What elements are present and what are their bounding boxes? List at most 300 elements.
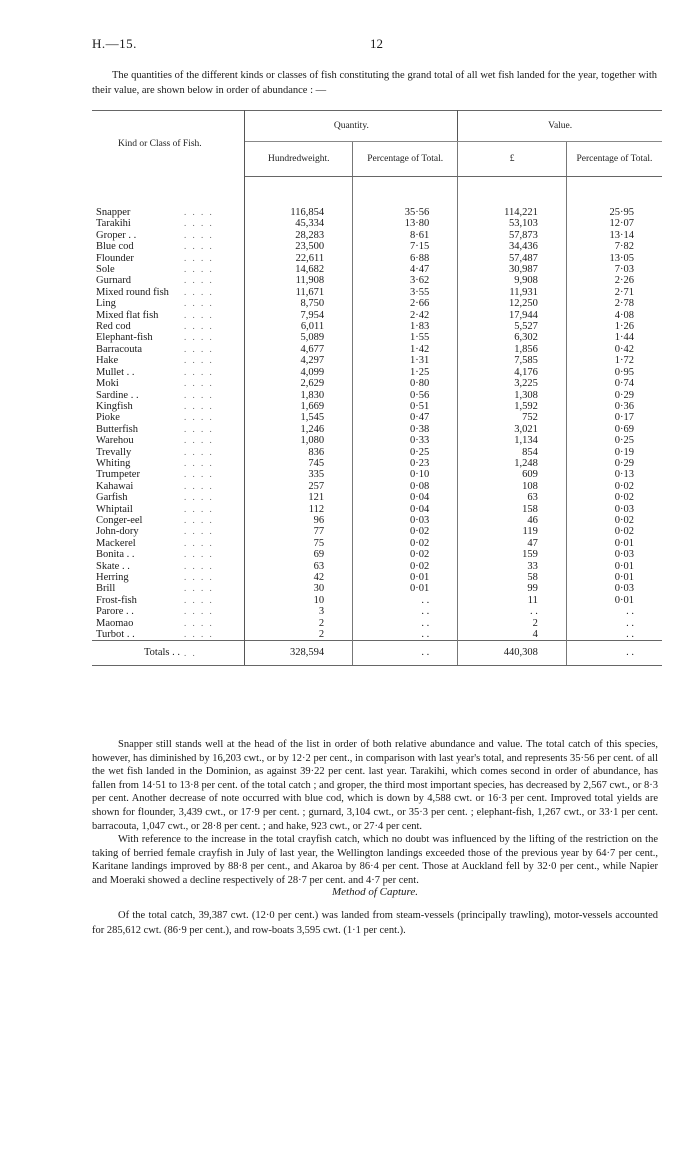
col-quantity-percentage-header: Percentage of Total.	[353, 142, 458, 177]
fish-name: Butterfish	[96, 423, 138, 435]
table-row	[92, 583, 662, 594]
hundredweight-cell: 116,854	[245, 177, 353, 219]
value-percentage-cell: 0·01	[614, 560, 634, 572]
table-row	[92, 275, 662, 286]
leader-dots: . . . .	[184, 412, 214, 423]
value-percentage-cell: 1·72	[614, 355, 634, 367]
quantity-percentage-cell: 0·02	[353, 538, 458, 549]
quantity-percentage-cell: 6·88	[353, 253, 458, 264]
value-percentage-cell: 2·78	[614, 298, 634, 310]
table-row	[92, 481, 662, 492]
fish-name: Pioke	[96, 412, 120, 424]
table-row	[92, 492, 662, 503]
fish-name: Bonita . .	[96, 549, 135, 561]
fish-name: Trumpeter	[96, 469, 140, 481]
value-percentage-cell: 0·01	[614, 537, 634, 549]
hundredweight-cell: 6,011	[245, 321, 353, 332]
quantity-percentage-cell: 0·23	[353, 458, 458, 469]
value-cell: 9,908	[458, 275, 567, 286]
fish-name-cell	[92, 595, 245, 606]
value-cell: 1,308	[458, 390, 567, 401]
value-cell: 3,021	[458, 424, 567, 435]
fish-name-cell	[92, 287, 245, 298]
value-percentage-cell: 1·44	[614, 332, 634, 344]
table-row	[92, 401, 662, 412]
value-percentage-cell: . .	[626, 617, 634, 629]
value-percentage-cell: 7·03	[614, 264, 634, 276]
value-percentage-cell: 0·19	[614, 446, 634, 458]
fish-name-cell	[92, 275, 245, 286]
fish-name-cell	[92, 447, 245, 458]
leader-dots: . . . .	[184, 355, 214, 366]
table-row	[92, 458, 662, 469]
quantity-percentage-cell: 35·56	[353, 177, 458, 219]
hundredweight-cell: 11,908	[245, 275, 353, 286]
hundredweight-cell: 77	[245, 526, 353, 537]
table-row	[92, 538, 662, 549]
hundredweight-cell: 22,611	[245, 253, 353, 264]
leader-dots: . . . .	[184, 606, 214, 617]
table-row	[92, 218, 662, 229]
hundredweight-cell: 30	[245, 583, 353, 594]
value-cell: 3,225	[458, 378, 567, 389]
hundredweight-cell: 2,629	[245, 378, 353, 389]
value-cell: 12,250	[458, 298, 567, 309]
quantity-percentage-cell: 3·55	[353, 287, 458, 298]
quantity-percentage-cell: . .	[353, 606, 458, 617]
col-pounds-header: £	[458, 142, 567, 177]
table-row	[92, 367, 662, 378]
value-cell: 57,487	[458, 253, 567, 264]
fish-name: Brill	[96, 583, 116, 595]
fish-name-cell	[92, 458, 245, 469]
hundredweight-cell: 7,954	[245, 310, 353, 321]
leader-dots: . . . .	[184, 423, 214, 434]
hundredweight-cell: 257	[245, 481, 353, 492]
fish-name-cell	[92, 321, 245, 332]
fish-name-cell	[92, 424, 245, 435]
fish-name-cell	[92, 344, 245, 355]
quantity-percentage-cell: 13·80	[353, 218, 458, 229]
fish-name: Garfish	[96, 492, 128, 504]
value-percentage-cell: 0·02	[614, 480, 634, 492]
hundredweight-cell: 4,297	[245, 355, 353, 366]
value-cell: 159	[458, 549, 567, 560]
hundredweight-cell: 2	[245, 629, 353, 641]
leader-dots: . . . .	[184, 252, 214, 263]
value-percentage-cell: 0·74	[614, 378, 634, 390]
fish-name-cell	[92, 469, 245, 480]
fish-name-cell	[92, 629, 245, 641]
page-number: 12	[370, 36, 383, 51]
fish-name-cell	[92, 583, 245, 594]
hundredweight-cell: 10	[245, 595, 353, 606]
table-row	[92, 177, 662, 219]
value-cell: 2	[458, 618, 567, 629]
leader-dots: . . . .	[184, 389, 214, 400]
fish-name-cell	[92, 177, 245, 219]
leader-dots: . . . .	[184, 435, 214, 446]
hundredweight-cell: 96	[245, 515, 353, 526]
totals-label-cell	[92, 641, 245, 666]
table-row	[92, 447, 662, 458]
leader-dots: . . . .	[184, 583, 214, 594]
fish-name: Tarakihi	[96, 218, 131, 230]
fish-name: Hake	[96, 355, 119, 367]
leader-dots: . . . .	[184, 629, 214, 640]
hundredweight-cell: 69	[245, 549, 353, 560]
hundredweight-cell: 63	[245, 561, 353, 572]
quantity-percentage-cell: 2·42	[353, 310, 458, 321]
table-row	[92, 264, 662, 275]
hundredweight-cell: 28,283	[245, 230, 353, 241]
leader-dots: . . . .	[184, 457, 214, 468]
leader-dots: . . . .	[184, 309, 214, 320]
value-cell: 57,873	[458, 230, 567, 241]
fish-name-cell	[92, 264, 245, 275]
fish-name-cell	[92, 332, 245, 343]
hundredweight-cell: 335	[245, 469, 353, 480]
fish-name: Trevally	[96, 446, 132, 458]
value-percentage-cell: 0·42	[614, 343, 634, 355]
hundredweight-cell: 121	[245, 492, 353, 503]
fish-name: Whiting	[96, 457, 131, 469]
value-cell: 4,176	[458, 367, 567, 378]
table-row	[92, 230, 662, 241]
fish-name: Kahawai	[96, 480, 134, 492]
quantity-percentage-cell: 0·01	[353, 572, 458, 583]
leader-dots: . . . .	[184, 514, 214, 525]
fish-name-cell	[92, 367, 245, 378]
table-row	[92, 298, 662, 309]
quantity-percentage-cell: 0·38	[353, 424, 458, 435]
table-row	[92, 526, 662, 537]
value-cell: 99	[458, 583, 567, 594]
fish-name: Herring	[96, 572, 129, 583]
value-percentage-cell: 0·02	[614, 514, 634, 526]
quantity-percentage-cell: 2·66	[353, 298, 458, 309]
table-row	[92, 504, 662, 515]
value-cell: . .	[458, 606, 567, 617]
leader-dots: . . . .	[184, 446, 214, 457]
fish-table-container	[92, 110, 662, 666]
table-row	[92, 321, 662, 332]
page-header	[92, 36, 652, 56]
commentary	[92, 738, 658, 888]
value-cell: 158	[458, 504, 567, 515]
hundredweight-cell: 5,089	[245, 332, 353, 343]
value-cell: 34,436	[458, 241, 567, 252]
quantity-percentage-cell: 0·02	[353, 526, 458, 537]
quantity-percentage-cell: 1·83	[353, 321, 458, 332]
hundredweight-cell: 4,099	[245, 367, 353, 378]
fish-name-cell	[92, 230, 245, 241]
hundredweight-cell: 3	[245, 606, 353, 617]
col-group-value: Value.	[458, 111, 662, 142]
table-row	[92, 344, 662, 355]
fish-name: Whiptail	[96, 503, 133, 515]
value-percentage-cell: 0·03	[614, 583, 634, 595]
hundredweight-cell: 112	[245, 504, 353, 515]
section-heading-method-of-capture: Method of Capture.	[331, 886, 419, 898]
value-percentage-cell: 25·95	[609, 207, 634, 218]
fish-name-cell	[92, 218, 245, 229]
quantity-percentage-cell: 1·31	[353, 355, 458, 366]
hundredweight-cell: 1,830	[245, 390, 353, 401]
value-cell: 17,944	[458, 310, 567, 321]
leader-dots: . . . .	[184, 206, 214, 217]
table-row	[92, 561, 662, 572]
value-cell: 53,103	[458, 218, 567, 229]
table-row	[92, 378, 662, 389]
fish-name-cell	[92, 378, 245, 389]
value-cell: 1,248	[458, 458, 567, 469]
fish-name: Elephant-fish	[96, 332, 153, 344]
quantity-percentage-cell: 0·02	[353, 549, 458, 560]
fish-name: Mixed round fish	[96, 286, 169, 298]
fish-name-cell	[92, 310, 245, 321]
quantity-percentage-cell: 0·51	[353, 401, 458, 412]
hundredweight-cell: 1,246	[245, 424, 353, 435]
table-row	[92, 390, 662, 401]
fish-catch-table	[92, 110, 662, 666]
value-percentage-cell: 0·36	[614, 400, 634, 412]
hundredweight-cell: 1,545	[245, 412, 353, 423]
fish-name-cell	[92, 492, 245, 503]
table-row	[92, 253, 662, 264]
value-cell: 1,592	[458, 401, 567, 412]
value-percentage-cell: 12·07	[609, 218, 634, 230]
quantity-percentage-cell: 0·04	[353, 504, 458, 515]
fish-name-cell	[92, 538, 245, 549]
fish-name: Gurnard	[96, 275, 131, 287]
quantity-percentage-cell: . .	[353, 618, 458, 629]
table-row	[92, 595, 662, 606]
hundredweight-cell: 14,682	[245, 264, 353, 275]
table-row	[92, 332, 662, 343]
fish-name: Conger-eel	[96, 514, 143, 526]
table-row	[92, 241, 662, 252]
leader-dots: . . . .	[184, 572, 214, 582]
value-percentage-cell: 0·69	[614, 423, 634, 435]
fish-name: Snapper	[96, 206, 131, 218]
fish-name: Frost-fish	[96, 594, 137, 606]
fish-name: John-dory	[96, 526, 139, 538]
fish-name: Turbot . .	[96, 629, 135, 641]
value-cell: 33	[458, 561, 567, 572]
value-cell: 58	[458, 572, 567, 583]
value-percentage-cell: 2·71	[614, 286, 634, 298]
table-row	[92, 572, 662, 583]
hundredweight-cell: 1,669	[245, 401, 353, 412]
fish-name: Groper . .	[96, 229, 137, 241]
intro-paragraph: The quantities of the different kinds or classes of fish constituting the grand total of all wet fish landed for the year, together with their value, are shown below in order of abundance : —	[92, 70, 657, 96]
leader-dots: . . . .	[184, 480, 214, 491]
leader-dots: . . . .	[184, 241, 214, 252]
table-row	[92, 606, 662, 617]
totals-label: Totals . .	[144, 647, 181, 659]
quantity-percentage-cell: 0·56	[353, 390, 458, 401]
table-row	[92, 355, 662, 366]
fish-name-cell	[92, 504, 245, 515]
value-cell: 11,931	[458, 287, 567, 298]
fish-name: Mixed flat fish	[96, 309, 159, 321]
leader-dots: . . . .	[184, 321, 214, 332]
value-percentage-cell: 0·17	[614, 412, 634, 424]
value-cell: 11	[458, 595, 567, 606]
quantity-percentage-cell: 0·08	[353, 481, 458, 492]
value-percentage-cell: 1·26	[614, 321, 634, 333]
value-cell: 108	[458, 481, 567, 492]
leader-dots: . . . .	[184, 275, 214, 286]
quantity-percentage-cell: 0·04	[353, 492, 458, 503]
value-percentage-cell: . .	[626, 606, 634, 618]
value-cell: 63	[458, 492, 567, 503]
fish-name: Mackerel	[96, 537, 136, 549]
leader-dots: . . . .	[184, 378, 214, 389]
value-cell: 609	[458, 469, 567, 480]
quantity-percentage-cell: 0·01	[353, 583, 458, 594]
document-reference: H.—15.	[92, 36, 137, 51]
table-row	[92, 424, 662, 435]
col-value-percentage-header: Percentage of Total.	[566, 142, 662, 177]
value-cell: 5,527	[458, 321, 567, 332]
quantity-percentage-cell: . .	[353, 629, 458, 641]
fish-name-cell	[92, 526, 245, 537]
fish-name: Red cod	[96, 321, 131, 333]
quantity-percentage-cell: . .	[353, 595, 458, 606]
value-cell: 30,987	[458, 264, 567, 275]
quantity-percentage-cell: 0·33	[353, 435, 458, 446]
fish-name: Maomao	[96, 617, 134, 629]
hundredweight-cell: 45,334	[245, 218, 353, 229]
leader-dots: . . . .	[184, 469, 214, 480]
value-percentage-cell: 13·05	[609, 252, 634, 264]
fish-name: Blue cod	[96, 241, 134, 253]
fish-name-cell	[92, 515, 245, 526]
quantity-percentage-cell: 0·02	[353, 561, 458, 572]
value-percentage-cell: 4·08	[614, 309, 634, 321]
fish-name: Flounder	[96, 252, 134, 264]
leader-dots: . . . .	[184, 218, 214, 229]
value-percentage-cell: 2·26	[614, 275, 634, 287]
fish-name-cell	[92, 618, 245, 629]
leader-dots: . . . .	[184, 560, 214, 571]
value-percentage-cell: 0·03	[614, 503, 634, 515]
leader-dots: . . . .	[184, 526, 214, 537]
value-percentage-cell: 0·02	[614, 492, 634, 504]
value-percentage-cell: 0·29	[614, 457, 634, 469]
table-row	[92, 412, 662, 423]
quantity-percentage-cell: 1·55	[353, 332, 458, 343]
fish-name-cell	[92, 412, 245, 423]
hundredweight-cell: 11,671	[245, 287, 353, 298]
leader-dots: . . . .	[184, 332, 214, 343]
hundredweight-cell: 745	[245, 458, 353, 469]
col-group-quantity: Quantity.	[245, 111, 458, 142]
fish-name: Mullet . .	[96, 366, 135, 378]
fish-name-cell	[92, 355, 245, 366]
fish-name-cell	[92, 253, 245, 264]
fish-name-cell	[92, 390, 245, 401]
fish-name: Moki	[96, 378, 119, 390]
value-percentage-cell: 0·95	[614, 366, 634, 378]
fish-name-cell	[92, 241, 245, 252]
hundredweight-cell: 836	[245, 447, 353, 458]
value-percentage-cell: 7·82	[614, 241, 634, 253]
value-cell: 6,302	[458, 332, 567, 343]
quantity-percentage-cell: 0·10	[353, 469, 458, 480]
leader-dots: . . . .	[184, 229, 214, 240]
fish-name-cell	[92, 298, 245, 309]
fish-name-cell	[92, 435, 245, 446]
fish-name: Sardine . .	[96, 389, 139, 401]
value-percentage-cell: 0·29	[614, 389, 634, 401]
fish-name: Parore . .	[96, 606, 134, 618]
value-cell: 114,221	[458, 177, 567, 219]
fish-name: Sole	[96, 264, 115, 276]
fish-name: Warehou	[96, 435, 134, 447]
fish-name-cell	[92, 549, 245, 560]
hundredweight-cell: 8,750	[245, 298, 353, 309]
fish-name-cell	[92, 561, 245, 572]
leader-dots: . . . .	[184, 537, 214, 548]
paragraph-method-of-capture: Of the total catch, 39,387 cwt. (12·0 per cent.) was landed from steam-vessels (principally trawling), motor-vessels accounted for 285,612 cwt. (86·9 per cent.), and row-boats 3,595 cwt. (1·1 per cent.).	[92, 910, 658, 936]
quantity-percentage-cell: 0·47	[353, 412, 458, 423]
leader-dots: . . . .	[184, 343, 214, 354]
value-cell: 1,856	[458, 344, 567, 355]
leader-dots: . . . .	[184, 298, 214, 309]
table-row	[92, 469, 662, 480]
quantity-percentage-cell: 1·25	[353, 367, 458, 378]
table-body	[92, 177, 662, 666]
hundredweight-cell: 23,500	[245, 241, 353, 252]
fish-name: Kingfish	[96, 400, 133, 412]
value-percentage-cell: 0·02	[614, 526, 634, 538]
hundredweight-cell: 1,080	[245, 435, 353, 446]
quantity-percentage-cell: 4·47	[353, 264, 458, 275]
value-cell: 119	[458, 526, 567, 537]
leader-dots: . . . .	[184, 492, 214, 503]
totals-row	[92, 641, 662, 666]
quantity-percentage-cell: 1·42	[353, 344, 458, 355]
leader-dots: . . . .	[184, 264, 214, 275]
fish-name: Skate . .	[96, 560, 130, 572]
totals-hundredweight: 328,594	[245, 641, 353, 666]
totals-value: 440,308	[458, 641, 567, 666]
value-percentage-cell: 0·03	[614, 549, 634, 561]
hundredweight-cell: 2	[245, 618, 353, 629]
leader-dots: . .	[184, 648, 197, 659]
quantity-percentage-cell: 7·15	[353, 241, 458, 252]
value-percentage-cell: 13·14	[609, 229, 634, 241]
table-row	[92, 629, 662, 641]
quantity-percentage-cell: 8·61	[353, 230, 458, 241]
col-kind-header: Kind or Class of Fish.	[92, 111, 245, 177]
value-cell: 752	[458, 412, 567, 423]
hundredweight-cell: 42	[245, 572, 353, 583]
value-cell: 4	[458, 629, 567, 641]
value-percentage-cell: . .	[626, 629, 634, 641]
value-percentage-cell: 0·13	[614, 469, 634, 481]
value-percentage-cell: 0·25	[614, 435, 634, 447]
paragraph-snapper: Snapper still stands well at the head of the list in order of both relative abundance and value. The total catch of this species, however, has diminished by 16,203 cwt., or by 12·2 per cent., in comparison with last year's total, and represents 35·56 per cent. of all the wet fish landed in the Dominion, as against 39·22 per cent. last year. Tarakihi, which comes second in order of abundance, has fallen from 14·51 to 13·8 per cent. of the total catch ; and groper, the third most important species, has decreased by 2,567 cwt., or 8·3 per cent. Another decrease of note occurred with blue cod, which is down by 4,588 cwt. or 16·3 per cent. Improved total yields are shown for flounder, 3,439 cwt., or 17·9 per cent. ; gurnard, 3,104 cwt., or 35·3 per cent. ; elephant-fish, 1,267 cwt., or 33·1 per cent. barracouta, 1,047 cwt., or 28·8 per cent. ; and hake, 923 cwt., or 27·4 per cent.	[92, 739, 658, 832]
leader-dots: . . . .	[184, 549, 214, 560]
leader-dots: . . . .	[184, 594, 214, 605]
table-row	[92, 549, 662, 560]
totals-value-percentage: . .	[566, 641, 662, 666]
quantity-percentage-cell: 3·62	[353, 275, 458, 286]
